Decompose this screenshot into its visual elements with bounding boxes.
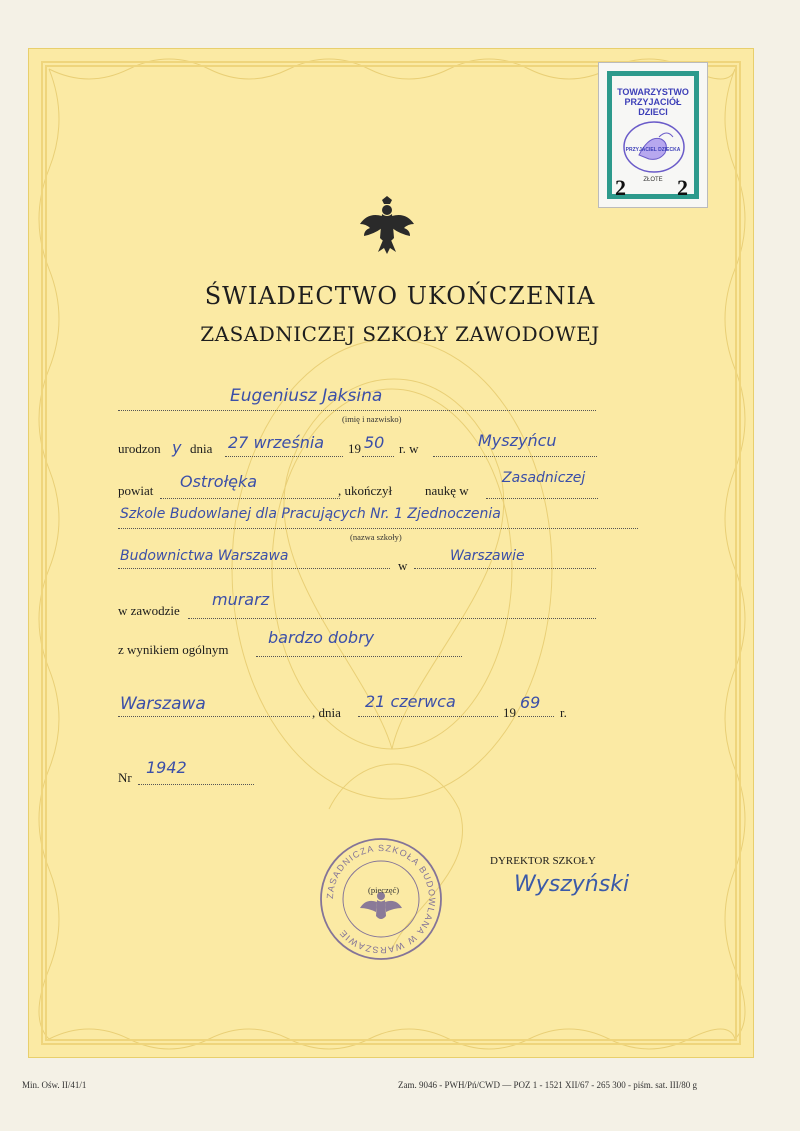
issue-r-label: r. — [560, 705, 567, 720]
issue-place: Warszawa — [120, 694, 206, 714]
stamp-org-line3: DZIECI — [638, 107, 668, 117]
born-place-label: r. w — [399, 441, 419, 456]
district-label: powiat — [118, 483, 154, 498]
director-label: DYREKTOR SZKOŁY — [490, 855, 596, 867]
stamp-currency: ZŁOTE — [643, 177, 663, 183]
stamp-value-right: 2 — [677, 175, 688, 200]
born-label: urodzon — [118, 441, 161, 456]
svg-text:ZASADNICZA SZKOŁA BUDOWLANA W: ZASADNICZA SZKOŁA BUDOWLANA W WARSZAWIE — [324, 842, 438, 956]
revenue-stamp — [598, 62, 708, 208]
birth-date: 27 września — [228, 433, 325, 452]
name-caption: (imię i nazwisko) — [342, 414, 402, 424]
result-label: z wynikiem ogólnym — [118, 642, 229, 657]
director-signature: Wyszyński — [514, 872, 630, 897]
stamp-ring-text: PRZYJACIEL DZIECKA — [625, 147, 681, 153]
eagle-emblem-icon — [356, 194, 418, 256]
certificate-title: ŚWIADECTWO UKOŃCZENIA — [204, 282, 596, 310]
stamp-value-left: 2 — [615, 175, 626, 200]
profession-value: murarz — [212, 590, 270, 609]
stamp-org-line2: PRZYJACIÓŁ — [624, 97, 682, 107]
issue-date: 21 czerwca — [365, 692, 456, 711]
school-caption: (nazwa szkoły) — [350, 532, 402, 542]
school-in-label: w — [398, 558, 408, 573]
footer-print-info: Zam. 9046 - PWH/Pń/CWD — POZ 1 - 1521 XII/67 - 265 300 - piśm. sat. III/80 g — [398, 1080, 697, 1090]
issue-year: 69 — [520, 693, 541, 712]
certificate-number: 1942 — [146, 758, 187, 777]
school-seal-icon — [318, 836, 444, 962]
birth-year: 50 — [364, 433, 385, 452]
number-label: Nr — [118, 770, 132, 785]
issue-year-prefix: 19 — [503, 705, 516, 720]
birth-place: Myszyńcu — [478, 431, 557, 450]
issue-day-label: , dnia — [312, 705, 341, 720]
stamp-org-line1: TOWARZYSTWO — [617, 87, 689, 97]
school-name: Szkole Budowlanej dla Pracujących Nr. 1 Zjednoczenia — [120, 506, 501, 522]
district-value: Ostrołęka — [180, 472, 258, 491]
school-type: Zasadniczej — [502, 470, 586, 486]
footer-form-code: Min. Ośw. II/41/1 — [22, 1080, 87, 1090]
student-name: Eugeniusz Jaksina — [230, 386, 383, 406]
certificate-subtitle: ZASADNICZEJ SZKOŁY ZAWODOWEJ — [200, 322, 600, 346]
learn-label: naukę w — [425, 483, 469, 498]
result-value: bardzo dobry — [268, 628, 375, 647]
born-suffix: y — [172, 438, 182, 457]
school-name-cont: Budownictwa Warszawa — [120, 548, 289, 564]
birth-year-prefix: 19 — [348, 441, 361, 456]
seal-caption: (pieczęć) — [368, 885, 400, 895]
born-day-label: dnia — [190, 441, 213, 456]
finished-label: , ukończył — [338, 483, 393, 498]
school-city: Warszawie — [450, 548, 525, 564]
profession-label: w zawodzie — [118, 603, 180, 618]
